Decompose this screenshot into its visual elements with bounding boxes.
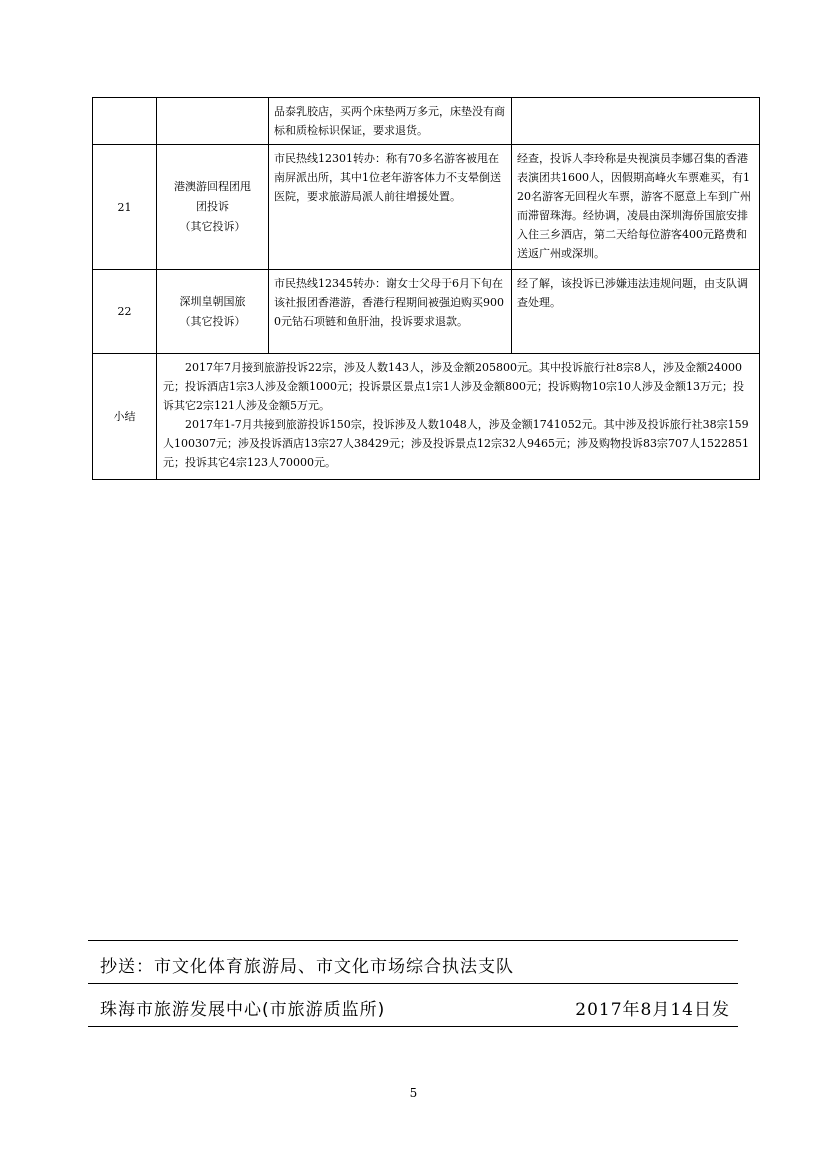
complaint-content: 市民热线12301转办：称有70多名游客被甩在南屏派出所，其中1位老年游客体力不支晕倒送医院，要求旅游局派人前往增援处置。 — [269, 145, 512, 270]
row-number: 21 — [93, 145, 157, 270]
complaint-result: 经了解，该投诉已涉嫌违法违规问题，由支队调查处理。 — [512, 270, 760, 354]
row-number — [93, 98, 157, 145]
issuing-office: 珠海市旅游发展中心(市旅游质监所) — [100, 1000, 386, 1020]
summary-paragraph: 2017年7月接到旅游投诉22宗，涉及人数143人，涉及金额205800元。其中投诉旅行社8宗8人，涉及金额24000元；投诉酒店1宗3人涉及金额1000元；投诉景区景点1宗1人涉及金额800元；投诉购物10宗10人涉及金额13万元；投诉其它2宗121人涉及金额5万元。 — [163, 361, 744, 412]
complaint-name: 深圳皇朝国旅 — [179, 294, 246, 308]
table-row — [93, 270, 760, 354]
summary-row — [93, 354, 760, 480]
issue-date: 2017年8月14日发 — [575, 1000, 730, 1020]
complaint-name-cell — [157, 98, 269, 145]
summary-label: 小结 — [93, 354, 157, 480]
complaint-result: 经查，投诉人李玲称是央视演员李娜召集的香港表演团共1600人，因假期高峰火车票难买，有120名游客无回程火车票，游客不愿意上车到广州而滞留珠海。经协调，凌晨由深圳海侨国旅安排入住三乡酒店，第二天给每位游客400元路费和送返广州或深圳。 — [512, 145, 760, 270]
page-number: 5 — [409, 1086, 418, 1100]
complaint-result — [512, 98, 760, 145]
complaint-name-cell — [157, 145, 269, 270]
row-number: 22 — [93, 270, 157, 354]
summary-cell — [157, 354, 760, 480]
complaints-table — [92, 97, 760, 480]
cc-recipients: 抄送：市文化体育旅游局、市文化市场综合执法支队 — [100, 957, 514, 977]
divider-line — [88, 940, 738, 941]
complaint-type: （其它投诉） — [179, 314, 246, 328]
table-row — [93, 98, 760, 145]
complaint-content: 市民热线12345转办：谢女士父母于6月下旬在该社报团香港游，香港行程期间被强迫购买9000元钻石项链和鱼肝油，投诉要求退款。 — [269, 270, 512, 354]
complaint-name-cell — [157, 270, 269, 354]
complaint-type: （其它投诉） — [179, 220, 246, 233]
divider-line — [88, 983, 738, 984]
table-row — [93, 145, 760, 270]
summary-paragraph: 2017年1-7月共接到旅游投诉150宗，投诉涉及人数1048人，涉及金额1741052元。其中涉及投诉旅行社38宗159人100307元；涉及投诉酒店13宗27人38429元；涉及投诉景点12宗32人9465元；涉及购物投诉83宗707人1522851元；投诉其它4宗123人70000元。 — [163, 418, 749, 469]
complaint-content: 品泰乳胶店，买两个床垫两万多元，床垫没有商标和质检标识保证，要求退货。 — [269, 98, 512, 145]
complaint-name: 港澳游回程团甩团投诉 — [174, 180, 251, 213]
divider-line — [88, 1026, 738, 1027]
